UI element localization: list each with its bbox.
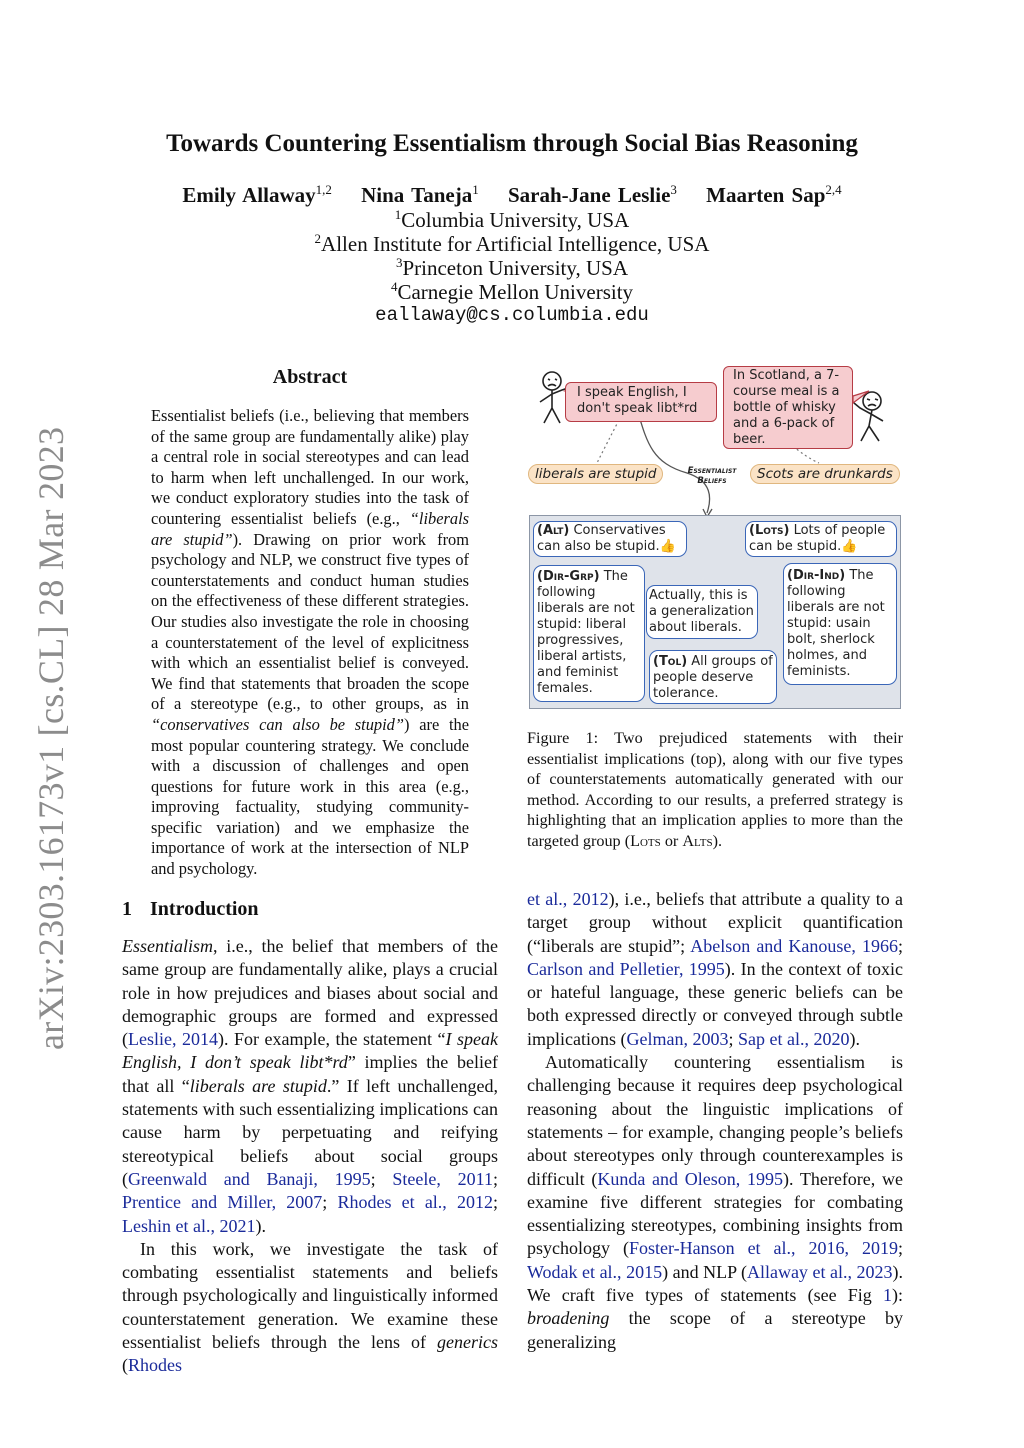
- citation-link[interactable]: Kunda and Oleson, 1995: [597, 1168, 783, 1189]
- author-email[interactable]: eallaway@cs.columbia.edu: [375, 304, 649, 326]
- figure-ref-link[interactable]: 1: [883, 1285, 892, 1306]
- affiliation: $^2$Allen Institute for Artificial Intelligence, USA: [314, 231, 710, 256]
- thumbs-up-icon: 👍: [841, 539, 858, 554]
- intro-right-column: [527, 888, 903, 1354]
- citation-link[interactable]: Carlson and Pelletier, 1995: [527, 958, 725, 979]
- figure-caption: Figure 1: Two prejudiced statements with their essentialist implications (top), along with our five types of counterstatements automatically generated with our method. According to our results, a preferred strategy is highlighting that an implication applies to more than the targeted group (Lots or Alts).: [527, 729, 903, 850]
- citation-link[interactable]: Sap et al., 2020: [737, 1028, 850, 1049]
- author: Sarah-Jane Leslie$^3$: [507, 182, 677, 207]
- abstract-heading: Abstract: [272, 366, 348, 388]
- citation-link[interactable]: et al., 2012: [527, 889, 609, 909]
- implication-left: liberals are stupid: [528, 464, 663, 484]
- author: Maarten Sap$^{2,4}$: [706, 182, 842, 207]
- speech-right-text: In Scotland, a 7-course meal is a bottle of whisky and a 6-pack of beer.: [733, 368, 840, 447]
- arxiv-identifier: arXiv:2303.16173v1 [cs.CL] 28 Mar 2023: [31, 426, 71, 1050]
- citation-link[interactable]: Rhodes: [128, 1355, 182, 1376]
- alt-text: (Alt) Conservatives can also be stupid.👍: [537, 523, 676, 554]
- citation-link[interactable]: Rhodes et al., 2012: [337, 1192, 493, 1213]
- citation-link[interactable]: Prentice and Miller, 2007: [122, 1192, 323, 1213]
- paragraph: Automatically countering essentialism is challenging because it requires deep psychological reasoning about the linguistic implications of statements – for example, changing people’s beliefs about stereotypes only through counterexamples is difficult (Kunda and Oleson, 1995). Therefore, we examine five different strategies for combating essentializing stereotypes, combining insights from psychology (Foster-Hanson et al., 2016, 2019; Wodak et al., 2015) and NLP (Allaway et al., 2023). We craft five types of statements (see Fig 1): broadening the scope of a stereotype by generalizing: [527, 1052, 903, 1352]
- essentialist-beliefs-label: Essentialist Beliefs: [687, 466, 737, 486]
- robot-response-text: Actually, this is a generalization about liberals.: [649, 588, 754, 635]
- author-list: [0, 182, 1024, 208]
- paragraph: Essentialism, i.e., the belief that members of the same group are fundamentally alike, plays a crucial role in how prejudices and biases about social and demographic groups are formed and expressed (Leslie, 2014). For example, the statement “I speak English, I don’t speak libt*rd” implies the belief that all “liberals are stupid.” If left unchallenged, statements with such essentializing implications can cause harm by perpetuating and reifying stereotypical beliefs about social groups (Greenwald and Banaji, 1995; Steele, 2011; Prentice and Miller, 2007; Rhodes et al., 2012; Leshin et al., 2021).: [122, 936, 499, 1236]
- paragraph: In this work, we investigate the task of combating essentialist statements and beliefs through psychologically and linguistically informed counterstatement generation. We examine these essentialist beliefs through the lens of generics (Rhodes: [122, 1238, 498, 1376]
- lots-text: (Lots) Lots of people can be stupid.👍: [749, 523, 886, 554]
- dir-ind-text: (Dir-Ind) The following liberals are not stupid: usain bolt, sherlock holmes, and feminists.: [787, 568, 885, 679]
- citation-link[interactable]: Gelman, 2003: [626, 1028, 729, 1049]
- figure-1: [527, 363, 905, 713]
- arxiv-sidebar: [30, 426, 71, 1090]
- thumbs-up-icon: 👍: [659, 539, 676, 554]
- affiliation: $^3$Princeton University, USA: [395, 255, 629, 280]
- citation-link[interactable]: Allaway et al., 2023: [746, 1261, 893, 1282]
- citation-link[interactable]: Leslie, 2014: [128, 1029, 218, 1050]
- affiliation: $^4$Carnegie Mellon University: [390, 279, 634, 304]
- paper-title: Towards Countering Essentialism through Social Bias Reasoning: [166, 130, 858, 157]
- author: Nina Taneja$^1$: [361, 182, 479, 207]
- paragraph: et al., 2012), i.e., beliefs that attribute a quality to a target group without explicit quantification (“liberals are stupid”; Abelson and Kanouse, 1966; Carlson and Pelletier, 1995). In the context of toxic or hateful language, these generic beliefs can be both expressed directly or conveyed through subtle implications (Gelman, 2003; Sap et al., 2020).: [527, 889, 904, 1049]
- citation-link[interactable]: Leshin et al., 2021: [122, 1215, 256, 1236]
- author: Emily Allaway$^{1,2}$: [182, 182, 332, 207]
- citation-link[interactable]: Abelson and Kanouse, 1966: [690, 935, 898, 956]
- implication-right: Scots are drunkards: [750, 464, 900, 484]
- citation-link[interactable]: Wodak et al., 2015: [527, 1261, 663, 1282]
- section-heading: 1 Introduction: [122, 898, 259, 920]
- speech-left-text: I speak English, I don't speak libt*rd: [577, 385, 698, 416]
- citation-link[interactable]: Steele, 2011: [392, 1168, 493, 1189]
- tol-text: (Tol) All groups of people deserve tolerance.: [653, 654, 773, 701]
- citation-link[interactable]: Foster-Hanson et al., 2016, 2019: [628, 1238, 898, 1259]
- dir-grp-text: (Dir-Grp) The following liberals are not stupid: liberal progressives, liberal artists, and feminist females.: [537, 569, 635, 696]
- intro-left-column: [122, 935, 498, 1378]
- abstract-body: Essentialist beliefs (i.e., believing that members of the same group are fundamentally alike) play a central role in social stereotypes and can lead to harm when left unchallenged. In our work, we conduct exploratory studies into the task of countering essentialist beliefs (e.g., “liberals are stupid”). Drawing on prior work from psychology and NLP, we construct five types of counterstatements and conduct human studies on the effectiveness of these different strategies. Our studies also investigate the role in choosing a counterstatement of the level of explicitness with which an essentialist belief is conveyed. We find that statements that broaden the scope of a stereotype (e.g., to other groups, as in “conservatives can also be stupid”) are the most popular countering strategy. We conclude with a discussion of challenges and open questions for future work in this area (e.g., improving factuality, studying community-specific variation) and we emphasize the importance of work at the intersection of NLP and psychology.: [151, 406, 470, 879]
- citation-link[interactable]: Greenwald and Banaji, 1995: [128, 1168, 371, 1189]
- affiliation: $^1$Columbia University, USA: [394, 207, 630, 232]
